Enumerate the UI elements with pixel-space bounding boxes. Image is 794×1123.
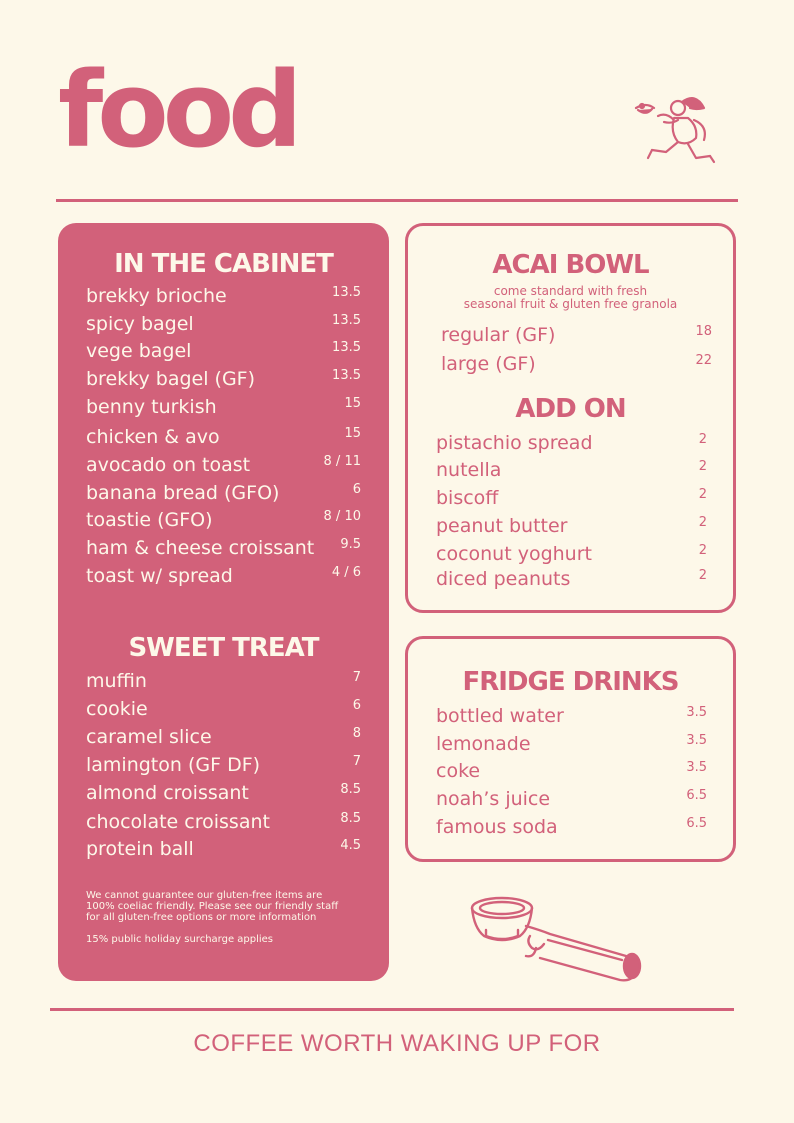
item-price: 22: [695, 353, 712, 368]
list-item: [86, 838, 361, 864]
list-item: [86, 754, 361, 780]
disclaimer-line: for all gluten-free options or more information: [86, 912, 317, 923]
item-name: bottled water: [436, 705, 564, 727]
item-name: peanut butter: [436, 515, 568, 537]
item-name: biscoff: [436, 487, 499, 509]
item-name: vege bagel: [86, 340, 192, 362]
list-item: [86, 368, 361, 394]
item-name: coconut yoghurt: [436, 543, 592, 565]
item-price: 6: [352, 482, 361, 497]
list-item: [86, 509, 361, 535]
item-name: spicy bagel: [86, 313, 194, 335]
item-name: famous soda: [436, 816, 558, 838]
item-price: 6.5: [686, 816, 707, 831]
list-item: [436, 788, 707, 814]
item-price: 13.5: [332, 340, 361, 355]
item-price: 13.5: [332, 313, 361, 328]
list-item: [86, 698, 361, 724]
item-name: nutella: [436, 459, 502, 481]
list-item: [86, 482, 361, 508]
subtitle-line: seasonal fruit & gluten free granola: [463, 297, 678, 311]
item-price: 6.5: [686, 788, 707, 803]
item-price: 2: [698, 432, 707, 447]
list-item: [436, 705, 707, 731]
list-item: [86, 670, 361, 696]
list-item: [436, 760, 707, 786]
item-price: 8.5: [340, 811, 361, 826]
item-name: toastie (GFO): [86, 509, 213, 531]
item-name: ham & cheese croissant: [86, 537, 315, 559]
list-item: [436, 515, 707, 541]
list-item: [436, 543, 707, 569]
item-price: 7: [352, 754, 361, 769]
item-price: 15: [344, 426, 361, 441]
item-price: 13.5: [332, 285, 361, 300]
bottom-divider: [50, 1008, 734, 1011]
surcharge-note: 15% public holiday surcharge applies: [86, 934, 274, 945]
item-price: 2: [698, 459, 707, 474]
list-item: [86, 454, 361, 480]
item-name: caramel slice: [86, 726, 212, 748]
list-item: [436, 432, 707, 458]
acai-heading: ACAI BOWL: [492, 250, 649, 280]
list-item: [86, 313, 361, 339]
item-price: 2: [698, 487, 707, 502]
item-price: 3.5: [686, 705, 707, 720]
item-name: almond croissant: [86, 782, 249, 804]
list-item: [436, 487, 707, 513]
item-price: 3.5: [686, 733, 707, 748]
running-waiter-icon: [628, 94, 720, 176]
item-name: cookie: [86, 698, 148, 720]
sweet-heading: SWEET TREAT: [128, 633, 319, 663]
list-item: [86, 396, 361, 422]
item-price: 18: [695, 324, 712, 339]
item-name: noah’s juice: [436, 788, 551, 810]
item-name: chicken & avo: [86, 426, 220, 448]
item-name: brekky bagel (GF): [86, 368, 256, 390]
item-name: pistachio spread: [436, 432, 593, 454]
item-name: benny turkish: [86, 396, 217, 418]
item-name: muffin: [86, 670, 147, 692]
top-divider: [56, 199, 738, 202]
item-price: 8: [352, 726, 361, 741]
fridge-heading: FRIDGE DRINKS: [462, 667, 679, 697]
tagline: COFFEE WORTH WAKING UP FOR: [193, 1030, 601, 1057]
list-item: [436, 459, 707, 485]
addon-heading: ADD ON: [515, 394, 626, 424]
list-item: [86, 285, 361, 311]
item-price: 4.5: [340, 838, 361, 853]
gluten-disclaimer: [86, 890, 366, 923]
item-name: coke: [436, 760, 481, 782]
item-price: 7: [352, 670, 361, 685]
cabinet-heading: IN THE CABINET: [114, 249, 333, 279]
item-name: chocolate croissant: [86, 811, 270, 833]
list-item: [436, 568, 707, 594]
item-name: lamington (GF DF): [86, 754, 261, 776]
item-name: avocado on toast: [86, 454, 251, 476]
item-price: 8.5: [340, 782, 361, 797]
list-item: [441, 324, 712, 350]
acai-box: [405, 223, 736, 613]
item-name: protein ball: [86, 838, 194, 860]
disclaimer-line: 100% coeliac friendly. Please see our friendly staff: [86, 901, 339, 912]
item-price: 6: [352, 698, 361, 713]
item-price: 8 / 11: [323, 454, 361, 469]
page-title: food: [58, 49, 297, 171]
fridge-box: [405, 636, 736, 862]
item-name: brekky brioche: [86, 285, 227, 307]
list-item: [86, 340, 361, 366]
item-price: 3.5: [686, 760, 707, 775]
list-item: [436, 733, 707, 759]
disclaimer-line: We cannot guarantee our gluten-free items are: [86, 890, 323, 901]
item-price: 2: [698, 568, 707, 583]
list-item: [86, 565, 361, 591]
subtitle-line: come standard with fresh: [493, 284, 648, 298]
item-name: lemonade: [436, 733, 531, 755]
item-price: 8 / 10: [323, 509, 361, 524]
acai-subtitle: [408, 285, 733, 311]
item-name: banana bread (GFO): [86, 482, 280, 504]
item-price: 2: [698, 543, 707, 558]
item-name: toast w/ spread: [86, 565, 233, 587]
list-item: [436, 816, 707, 842]
item-price: 13.5: [332, 368, 361, 383]
list-item: [441, 353, 712, 379]
portafilter-icon: [466, 886, 648, 982]
cabinet-panel: [58, 223, 389, 981]
list-item: [86, 426, 361, 452]
item-price: 4 / 6: [331, 565, 361, 580]
list-item: [86, 537, 361, 563]
item-price: 2: [698, 515, 707, 530]
item-name: diced peanuts: [436, 568, 571, 590]
item-name: large (GF): [441, 353, 536, 375]
list-item: [86, 726, 361, 752]
item-price: 9.5: [340, 537, 361, 552]
list-item: [86, 782, 361, 808]
item-price: 15: [344, 396, 361, 411]
item-name: regular (GF): [441, 324, 556, 346]
list-item: [86, 811, 361, 837]
